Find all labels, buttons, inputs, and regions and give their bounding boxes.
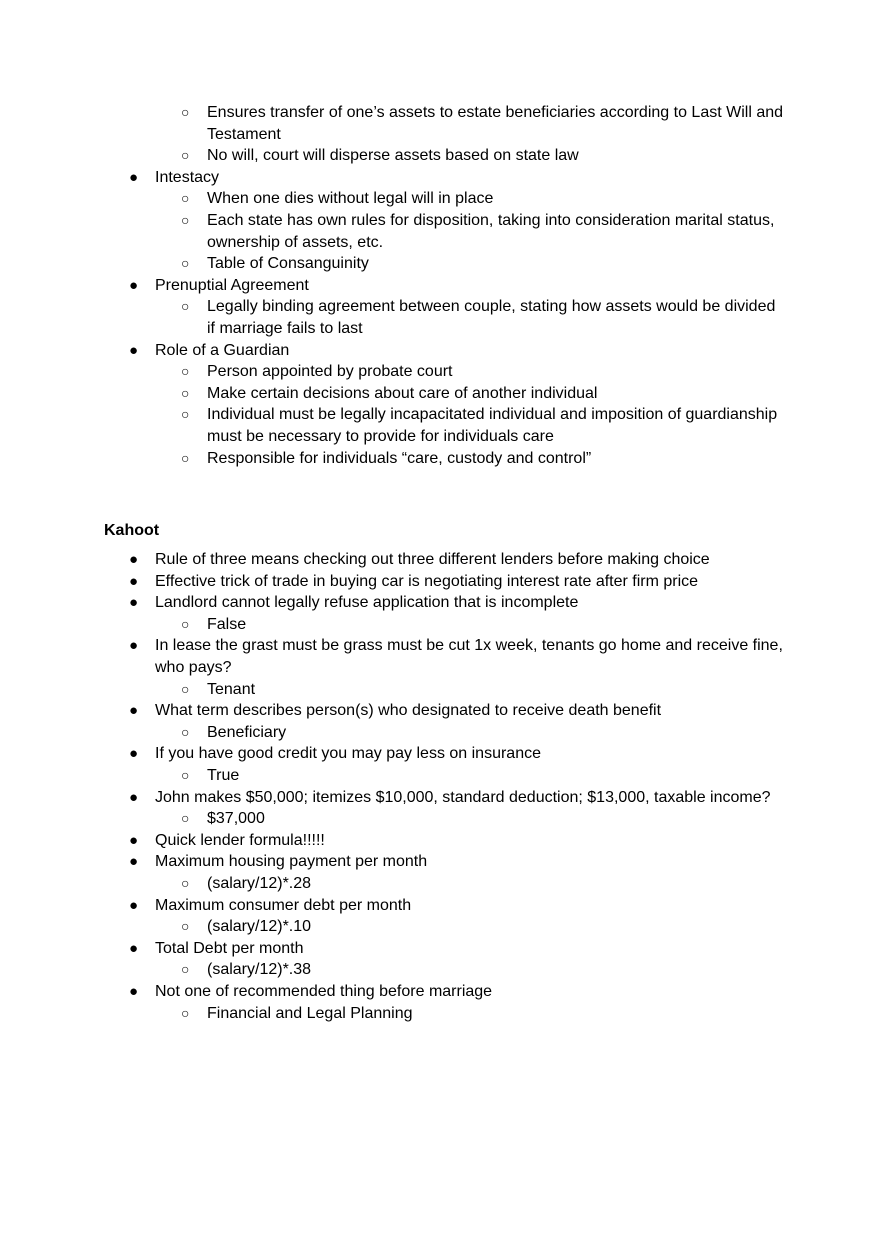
list-item-text: Individual must be legally incapacitated individual and imposition of guardianship — [207, 406, 778, 424]
list-item — [181, 253, 369, 275]
list-item-text: True — [207, 767, 240, 784]
list-item-text: False — [207, 615, 247, 633]
list-item-text: must be necessary to provide for individuals care — [207, 427, 554, 445]
hollow-bullet-icon: ○ — [181, 190, 190, 207]
list-item — [129, 743, 541, 765]
filled-bullet-icon: ● — [129, 788, 139, 806]
hollow-bullet-icon: ○ — [181, 104, 190, 120]
list-item-text: Legally binding agreement between couple, stating how assets would be divided — [207, 298, 776, 316]
hollow-bullet-icon: ○ — [181, 875, 190, 891]
list-item — [129, 830, 325, 852]
filled-bullet-icon: ● — [129, 853, 139, 871]
list-item — [129, 700, 662, 722]
list-item — [181, 1003, 413, 1025]
list-item-text: who pays? — [155, 658, 232, 676]
list-item-text: if marriage fails to last — [207, 319, 363, 337]
hollow-bullet-icon: ○ — [181, 961, 190, 978]
list-item-text: Table of Consanguinity — [207, 255, 369, 273]
filled-bullet-icon: ● — [129, 983, 139, 1000]
list-item-text: (salary/12)*.38 — [207, 961, 312, 979]
filled-bullet-icon: ● — [129, 939, 139, 957]
hollow-bullet-icon: ○ — [181, 918, 190, 935]
list-item — [181, 808, 265, 830]
list-item-text: When one dies without legal will in place — [207, 190, 494, 208]
filled-bullet-icon: ● — [129, 702, 139, 720]
list-item-text: ownership of assets, etc. — [207, 233, 384, 251]
list-item-text: Landlord cannot legally refuse application that is incomplete — [155, 594, 579, 612]
list-item-text: Ensures transfer of one’s assets to estate beneficiaries according to Last Will and — [207, 104, 784, 121]
list-item — [129, 981, 493, 1003]
list-item-text: Each state has own rules for disposition, taking into consideration marital status, — [207, 212, 775, 229]
list-item-text: Effective trick of trade in buying car is negotiating interest rate after firm price — [155, 572, 699, 590]
list-item — [181, 188, 494, 210]
list-item-text: Prenuptial Agreement — [155, 276, 309, 294]
list-item-text: Responsible for individuals “care, custody and control” — [207, 449, 592, 467]
list-item-text: What term describes person(s) who designated to receive death benefit — [155, 702, 662, 720]
hollow-bullet-icon: ○ — [181, 767, 190, 783]
list-item — [181, 765, 240, 787]
list-item-text: (salary/12)*.28 — [207, 875, 312, 892]
filled-bullet-icon: ● — [129, 168, 139, 186]
list-item — [181, 383, 598, 405]
list-item — [129, 787, 771, 809]
list-item-text: Intestacy — [155, 168, 220, 186]
list-item — [129, 938, 304, 960]
hollow-bullet-icon: ○ — [181, 723, 190, 740]
list-item-text: Quick lender formula!!!!! — [155, 831, 325, 849]
filled-bullet-icon: ● — [129, 831, 139, 849]
list-item — [129, 592, 579, 614]
hollow-bullet-icon: ○ — [181, 449, 190, 466]
hollow-bullet-icon: ○ — [181, 406, 190, 423]
list-item-text: Maximum consumer debt per month — [155, 896, 412, 914]
list-item — [181, 102, 784, 145]
filled-bullet-icon: ● — [129, 594, 139, 612]
filled-bullet-icon: ● — [129, 341, 139, 359]
list-item-text: Financial and Legal Planning — [207, 1004, 413, 1022]
list-item-text: In lease the grast must be grass must be cut 1x week, tenants go home and receive fine, — [155, 637, 783, 655]
list-item-text: John makes $50,000; itemizes $10,000, standard deduction; $13,000, taxable income? — [155, 788, 771, 806]
filled-bullet-icon: ● — [129, 572, 139, 590]
kahoot-heading: Kahoot — [104, 522, 160, 539]
list-item — [181, 448, 592, 470]
hollow-bullet-icon: ○ — [181, 147, 190, 164]
list-item-text: Not one of recommended thing before marriage — [155, 983, 493, 1000]
list-item-text: If you have good credit you may pay less on insurance — [155, 745, 541, 763]
list-item — [181, 679, 256, 701]
list-item — [129, 340, 290, 362]
list-item — [129, 167, 220, 189]
list-item — [181, 614, 247, 636]
list-item-text: $37,000 — [207, 810, 265, 828]
list-item-text: Maximum housing payment per month — [155, 853, 428, 871]
filled-bullet-icon: ● — [129, 637, 139, 655]
list-item — [129, 635, 783, 678]
list-item — [181, 873, 312, 895]
list-item — [181, 296, 776, 339]
filled-bullet-icon: ● — [129, 896, 139, 914]
list-item — [181, 722, 287, 744]
list-item — [181, 959, 312, 981]
list-item — [181, 210, 775, 253]
list-item-text: Person appointed by probate court — [207, 363, 453, 381]
hollow-bullet-icon: ○ — [181, 298, 190, 315]
hollow-bullet-icon: ○ — [181, 363, 190, 380]
list-item-text: (salary/12)*.10 — [207, 918, 312, 936]
hollow-bullet-icon: ○ — [181, 680, 190, 697]
list-item-text: Make certain decisions about care of another individual — [207, 384, 598, 402]
hollow-bullet-icon: ○ — [181, 384, 190, 401]
hollow-bullet-icon: ○ — [181, 1004, 190, 1021]
filled-bullet-icon: ● — [129, 551, 139, 568]
list-item — [129, 549, 710, 571]
list-item-text: Testament — [207, 125, 281, 143]
list-item — [181, 404, 778, 447]
list-item-text: Rule of three means checking out three different lenders before making choice — [155, 551, 710, 568]
list-item — [129, 851, 428, 873]
list-item-text: No will, court will disperse assets based on state law — [207, 147, 579, 165]
list-item — [129, 571, 699, 593]
hollow-bullet-icon: ○ — [181, 212, 190, 228]
list-item — [129, 895, 412, 917]
list-item-text: Total Debt per month — [155, 939, 304, 957]
list-item — [181, 361, 453, 383]
hollow-bullet-icon: ○ — [181, 255, 190, 272]
list-item — [129, 275, 309, 297]
list-item — [181, 916, 312, 938]
filled-bullet-icon: ● — [129, 276, 139, 294]
hollow-bullet-icon: ○ — [181, 810, 190, 827]
list-item — [181, 145, 579, 167]
list-item-text: Role of a Guardian — [155, 341, 290, 359]
list-item-text: Tenant — [207, 680, 256, 698]
hollow-bullet-icon: ○ — [181, 615, 190, 632]
filled-bullet-icon: ● — [129, 745, 139, 763]
list-item-text: Beneficiary — [207, 723, 287, 741]
